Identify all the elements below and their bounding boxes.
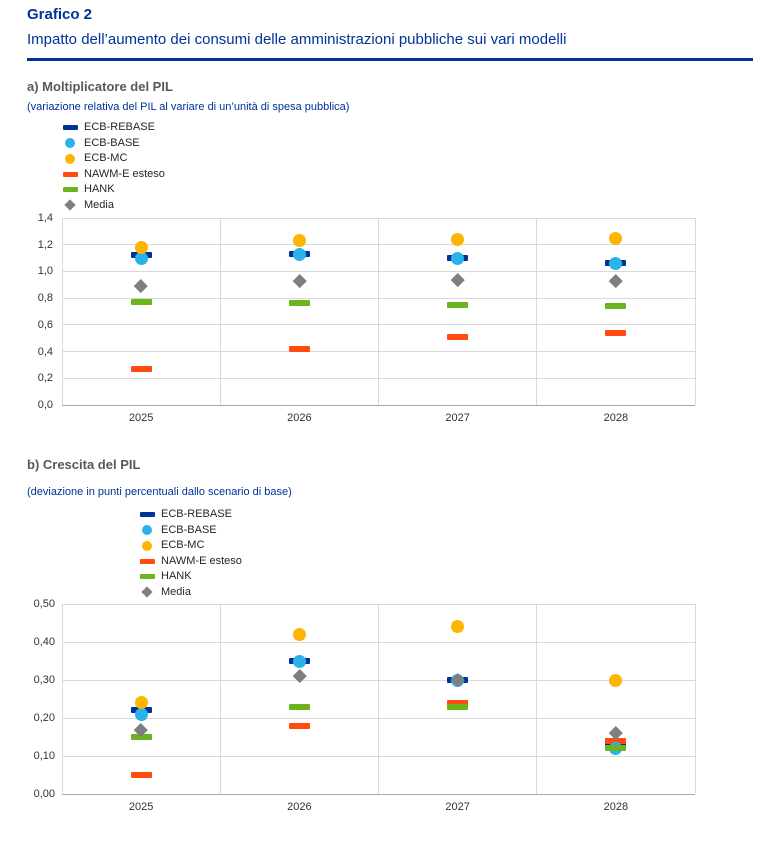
plot-right-border: [695, 604, 696, 794]
marker-ecb-mc-2028: [609, 674, 622, 687]
panel-a-heading: a) Moltiplicatore del PIL: [27, 79, 173, 94]
panel-b-heading: b) Crescita del PIL: [27, 457, 141, 472]
legend-label-ecb-mc: ECB-MC: [161, 539, 205, 552]
y-axis-tick-label: 0,2: [37, 372, 53, 385]
legend-dash-icon: [140, 512, 155, 517]
y-axis-tick-label: 0,20: [33, 712, 55, 724]
marker-nawm-e-esteso-2025: [131, 772, 152, 778]
legend-circle-icon: [142, 541, 152, 551]
x-axis-label-2026: 2026: [287, 412, 312, 424]
marker-ecb-mc-2025: [135, 696, 148, 709]
x-axis-label-2025: 2025: [128, 412, 154, 424]
legend-label-hank: HANK: [161, 570, 192, 583]
legend-dash-icon: [140, 574, 155, 579]
legend-label-ecb-mc: ECB-MC: [84, 152, 128, 165]
legend-label-ecb-base: ECB-BASE: [84, 136, 140, 149]
y-axis-tick-label: 0,40: [33, 636, 55, 648]
legend-label-media: Media: [84, 198, 114, 211]
y-axis-tick-label: 0,30: [33, 674, 55, 686]
column-separator: [378, 604, 379, 794]
legend-label-nawm-e-esteso: NAWM-E esteso: [161, 554, 242, 567]
y-axis-tick-label: 0,10: [33, 750, 55, 762]
legend-label-media: Media: [161, 585, 191, 598]
marker-ecb-base-2025: [135, 708, 148, 721]
legend-label-ecb-rebase: ECB-REBASE: [161, 508, 232, 521]
y-axis-tick-label: 1,0: [37, 265, 53, 278]
legend-label-ecb-rebase: ECB-REBASE: [84, 121, 155, 134]
y-axis-tick-label: 0,50: [33, 598, 55, 610]
marker-hank-2028: [605, 745, 626, 751]
marker-nawm-e-esteso-2026: [289, 723, 310, 729]
marker-hank-2026: [289, 704, 310, 710]
marker-ecb-mc-2026: [293, 628, 306, 641]
legend-label-hank: HANK: [84, 183, 115, 196]
marker-hank-2027: [447, 704, 468, 710]
legend-dash-icon: [140, 559, 155, 564]
legend-label-ecb-base: ECB-BASE: [161, 523, 217, 536]
plot-left-border: [62, 604, 63, 794]
y-axis-tick-label: 0,8: [37, 292, 53, 305]
marker-ecb-base-2026: [293, 655, 306, 668]
y-axis-tick-label: 1,2: [37, 238, 53, 251]
column-separator: [536, 604, 537, 794]
x-axis-label-2025: 2025: [128, 801, 154, 813]
column-separator: [220, 604, 221, 794]
x-axis-label-2027: 2027: [445, 801, 470, 813]
x-axis-label-2028: 2028: [603, 801, 629, 813]
y-axis-tick-label: 0,4: [37, 345, 53, 358]
legend-diamond-icon: [141, 587, 152, 598]
y-axis-tick-label: 0,6: [37, 318, 53, 331]
figure-title: Impatto dell’aumento dei consumi delle amministrazioni pubbliche sui vari modelli: [27, 31, 567, 48]
panel-a-subtitle: (variazione relativa del PIL al variare di un’unità di spesa pubblica): [27, 101, 350, 113]
legend-label-nawm-e-esteso: NAWM-E esteso: [84, 167, 165, 180]
y-axis-tick-label: 0,00: [33, 788, 55, 800]
marker-media-2026: [293, 669, 306, 682]
marker-ecb-mc-2027: [451, 620, 464, 633]
x-axis-label-2027: 2027: [445, 412, 470, 424]
y-axis-tick-label: 1,4: [37, 212, 53, 224]
figure-kicker: Grafico 2: [27, 6, 93, 23]
y-axis-tick-label: 0,0: [37, 399, 53, 411]
panel-b-subtitle: (deviazione in punti percentuali dallo scenario di base): [27, 486, 292, 498]
x-axis-label-2028: 2028: [603, 412, 629, 424]
x-axis-label-2026: 2026: [287, 801, 312, 813]
legend-circle-icon: [142, 525, 152, 535]
